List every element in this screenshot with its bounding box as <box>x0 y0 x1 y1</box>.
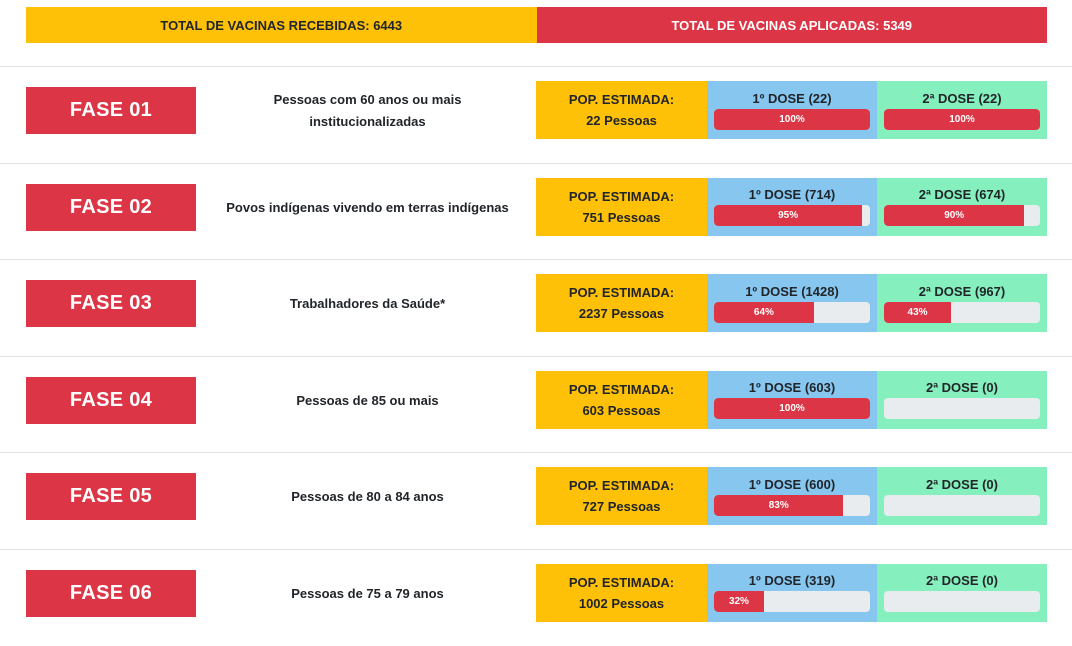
first-dose-box <box>707 467 877 525</box>
phase-description <box>205 371 530 431</box>
first-dose-progress-bar <box>714 205 870 226</box>
total-applied-label: TOTAL DE VACINAS APLICADAS: 5349 <box>537 7 1048 43</box>
estimated-population-box <box>536 371 707 429</box>
phase-description <box>205 178 530 238</box>
estimated-population-value: 2237 Pessoas <box>578 306 665 321</box>
first-dose-percent: 100% <box>779 113 805 125</box>
first-dose-title: 1º DOSE (714) <box>748 187 836 202</box>
second-dose-progress-fill <box>884 109 1040 130</box>
second-dose-percent: 43% <box>907 306 928 318</box>
first-dose-progress-bar <box>714 109 870 130</box>
first-dose-title: 1º DOSE (600) <box>748 476 836 492</box>
estimated-population-box <box>536 274 707 332</box>
phase-badge <box>26 184 196 231</box>
phase-description-line1: Pessoas de 85 ou mais <box>296 392 439 408</box>
totals-header <box>26 7 1047 43</box>
phase-label: FASE 03 <box>69 292 153 314</box>
phase-row <box>0 66 1072 163</box>
second-dose-box <box>877 564 1047 622</box>
estimated-population-title: POP. ESTIMADA: <box>568 478 675 493</box>
phase-label: FASE 06 <box>69 581 153 604</box>
first-dose-progress-bar <box>714 302 870 323</box>
first-dose-progress-fill <box>714 109 870 130</box>
first-dose-percent: 64% <box>753 306 774 318</box>
first-dose-title: 1º DOSE (603) <box>748 380 836 395</box>
second-dose-progress-bar <box>884 591 1040 612</box>
estimated-population-value: 603 Pessoas <box>582 402 661 418</box>
first-dose-progress-fill <box>714 302 814 323</box>
estimated-population-value: 751 Pessoas <box>582 209 661 225</box>
first-dose-box <box>707 178 877 236</box>
second-dose-progress-bar <box>884 495 1040 516</box>
first-dose-title: 1º DOSE (22) <box>752 90 832 106</box>
second-dose-percent: 100% <box>949 113 975 125</box>
estimated-population-title: POP. ESTIMADA: <box>568 188 675 204</box>
first-dose-progress-bar <box>714 495 870 516</box>
second-dose-progress-bar <box>884 109 1040 130</box>
estimated-population-title: POP. ESTIMADA: <box>568 574 675 590</box>
estimated-population-title: POP. ESTIMADA: <box>568 92 675 107</box>
phase-description-line1: Pessoas de 80 a 84 anos <box>291 489 444 504</box>
first-dose-progress-fill <box>714 205 862 226</box>
first-dose-box <box>707 564 877 622</box>
first-dose-box <box>707 81 877 139</box>
phase-badge <box>26 570 196 617</box>
phase-row <box>0 356 1072 453</box>
phase-description-line1: Trabalhadores da Saúde* <box>289 296 446 311</box>
second-dose-title: 2ª DOSE (0) <box>926 476 998 492</box>
estimated-population-box <box>536 467 707 525</box>
first-dose-percent: 83% <box>768 499 789 511</box>
second-dose-progress-bar <box>884 205 1040 226</box>
second-dose-percent: 90% <box>944 210 965 221</box>
estimated-population-title: POP. ESTIMADA: <box>568 381 675 397</box>
second-dose-title: 2ª DOSE (0) <box>926 573 998 588</box>
estimated-population-value: 1002 Pessoas <box>578 595 665 611</box>
phase-description-line1: Povos indígenas vivendo em terras indígenas <box>226 199 509 215</box>
second-dose-progress-fill <box>884 205 1024 226</box>
estimated-population-value: 22 Pessoas <box>586 113 657 128</box>
estimated-population-box <box>536 81 707 139</box>
second-dose-box <box>877 371 1047 429</box>
second-dose-progress-bar <box>884 398 1040 419</box>
estimated-population-box <box>536 178 707 236</box>
second-dose-progress-bar <box>884 302 1040 323</box>
first-dose-box <box>707 371 877 429</box>
total-received-label: TOTAL DE VACINAS RECEBIDAS: 6443 <box>26 7 537 43</box>
estimated-population-title: POP. ESTIMADA: <box>568 285 675 300</box>
first-dose-percent: 95% <box>778 210 799 221</box>
second-dose-title: 2ª DOSE (22) <box>922 90 1002 106</box>
phase-label: FASE 05 <box>69 485 153 507</box>
first-dose-progress-bar <box>714 398 870 419</box>
first-dose-progress-fill <box>714 591 764 612</box>
first-dose-percent: 32% <box>728 596 749 607</box>
phase-badge <box>26 473 196 520</box>
second-dose-box <box>877 274 1047 332</box>
second-dose-progress-fill <box>884 302 951 323</box>
phase-row <box>0 259 1072 356</box>
phase-row <box>0 452 1072 549</box>
phase-description <box>205 564 530 624</box>
phase-row <box>0 549 1072 646</box>
second-dose-box <box>877 81 1047 139</box>
first-dose-title: 1º DOSE (319) <box>748 573 836 588</box>
first-dose-box <box>707 274 877 332</box>
first-dose-progress-bar <box>714 591 870 612</box>
estimated-population-value: 727 Pessoas <box>582 499 661 514</box>
phase-badge <box>26 377 196 424</box>
second-dose-title: 2ª DOSE (967) <box>918 283 1006 299</box>
phase-label: FASE 02 <box>69 195 153 218</box>
first-dose-title: 1º DOSE (1428) <box>745 283 839 299</box>
phase-badge <box>26 87 196 134</box>
phase-label: FASE 01 <box>69 99 153 121</box>
phase-row <box>0 163 1072 260</box>
second-dose-title: 2ª DOSE (0) <box>926 380 998 395</box>
phase-description <box>205 274 530 334</box>
phase-description-line1: Pessoas com 60 anos ou mais <box>273 92 462 107</box>
first-dose-percent: 100% <box>779 403 805 414</box>
phase-description-line1: Pessoas de 75 a 79 anos <box>291 585 444 601</box>
phase-label: FASE 04 <box>69 388 153 411</box>
phase-description <box>205 467 530 527</box>
phase-description-line2: institucionalizadas <box>309 114 426 129</box>
first-dose-progress-fill <box>714 398 870 419</box>
phase-description <box>205 81 530 141</box>
first-dose-progress-fill <box>714 495 843 516</box>
phase-badge <box>26 280 196 327</box>
estimated-population-box <box>536 564 707 622</box>
second-dose-title: 2ª DOSE (674) <box>918 187 1006 202</box>
second-dose-box <box>877 178 1047 236</box>
second-dose-box <box>877 467 1047 525</box>
